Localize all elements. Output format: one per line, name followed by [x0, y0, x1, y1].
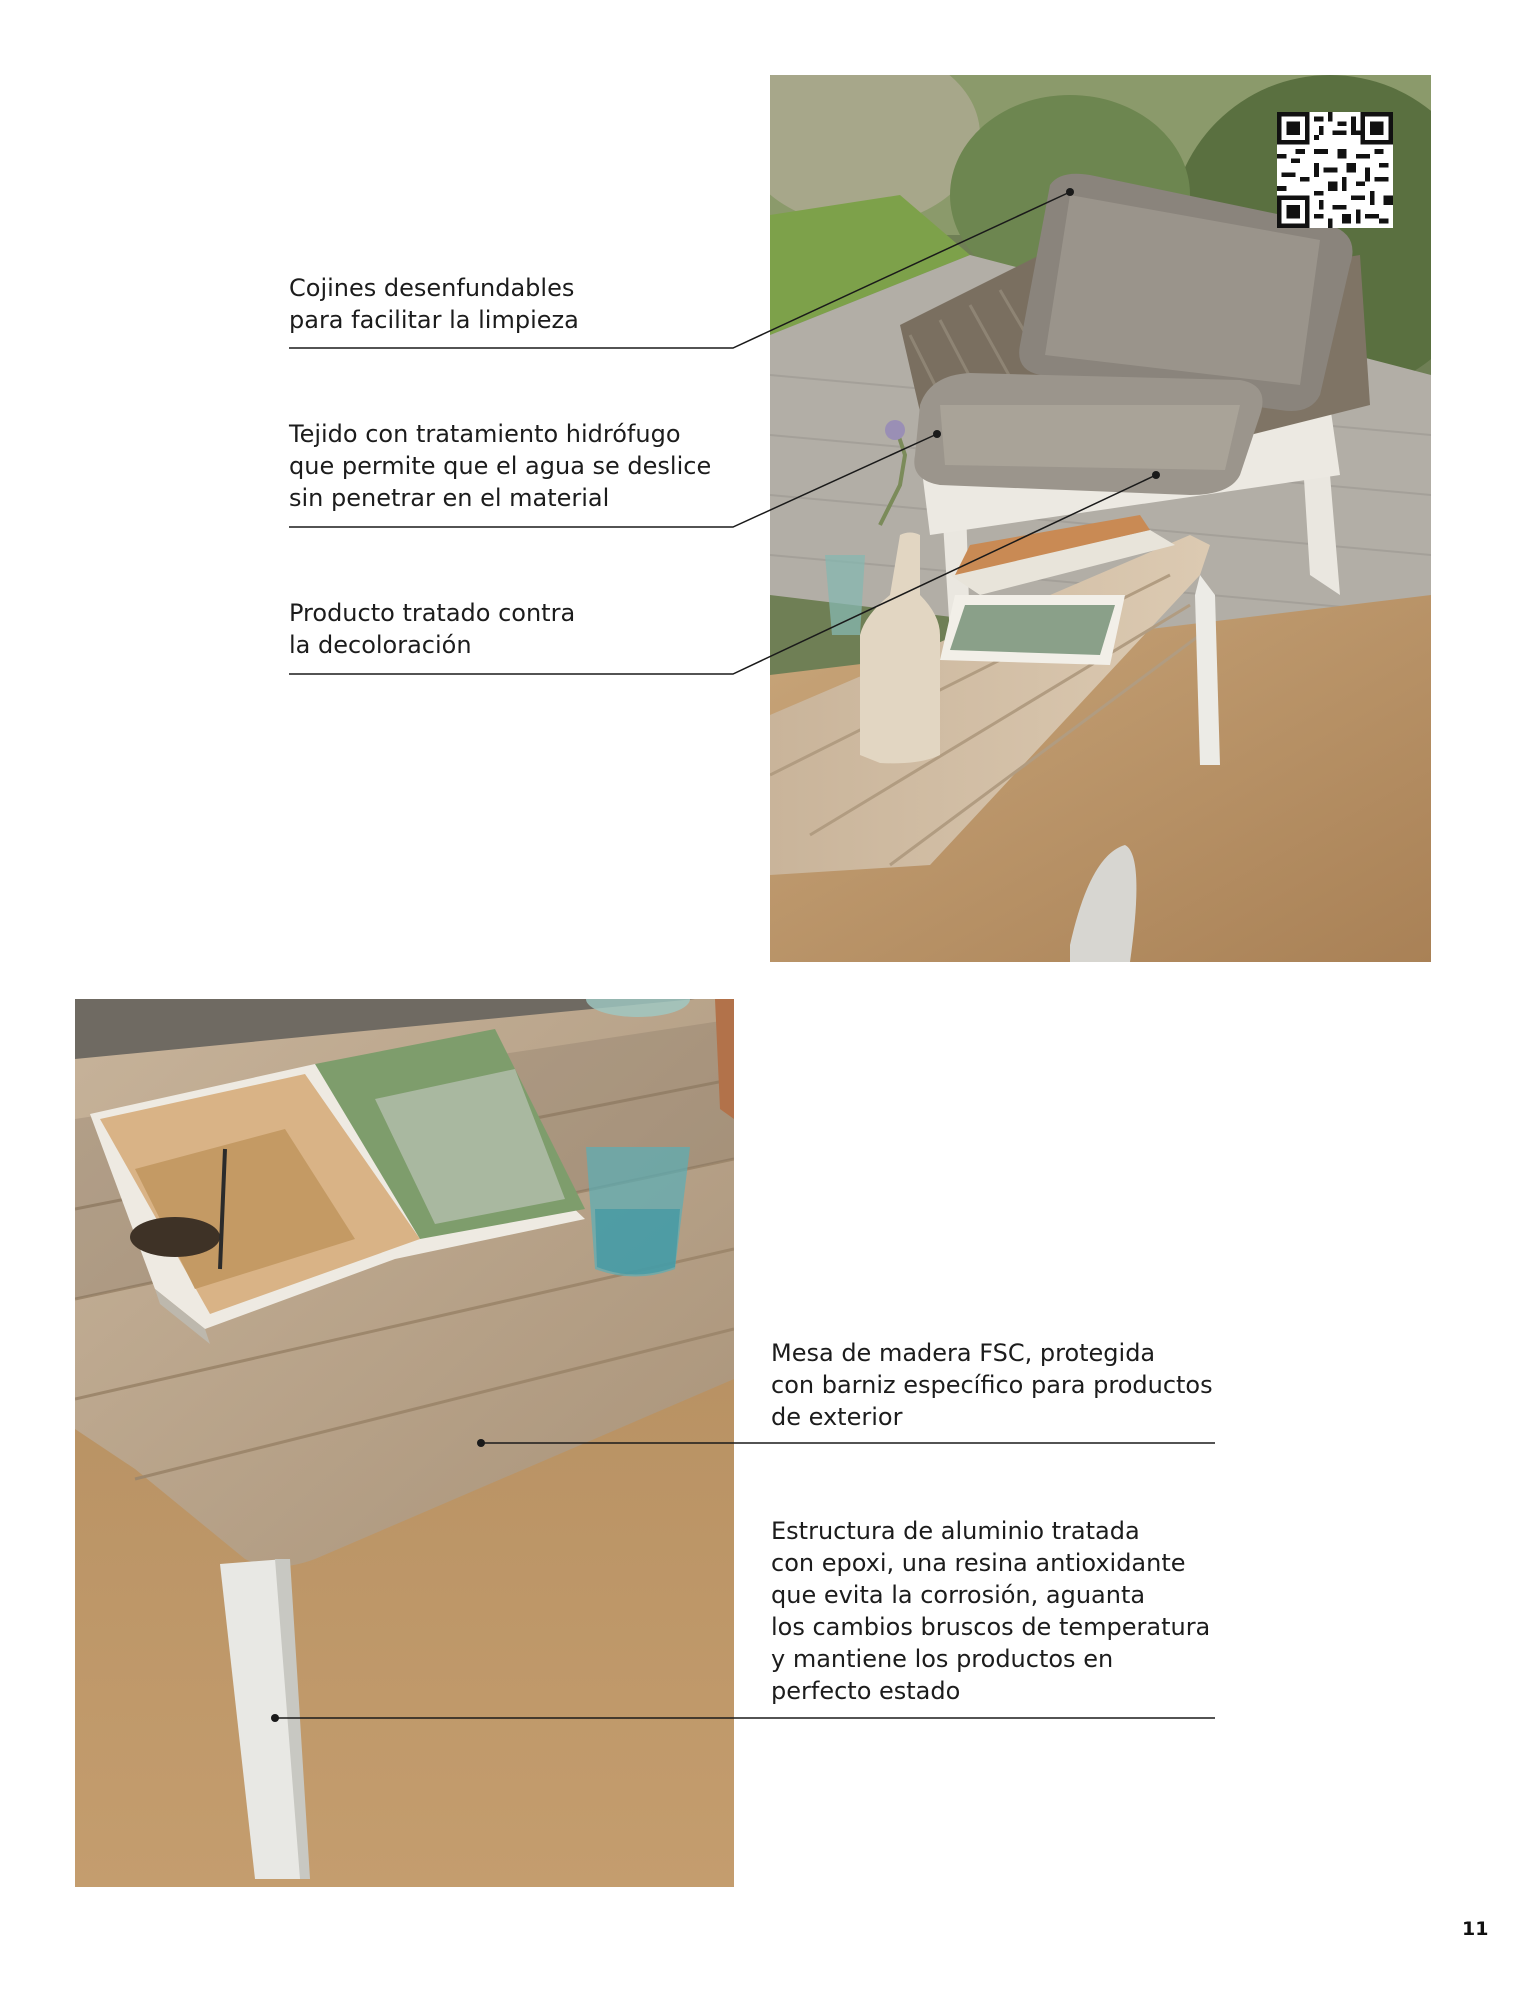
callout-line: perfecto estado: [771, 1677, 961, 1705]
callout-line: que permite que el agua se deslice: [289, 452, 712, 480]
callout-line: y mantiene los productos en: [771, 1645, 1114, 1673]
structure-callout: [771, 1515, 1210, 1707]
fabric-callout: [289, 418, 711, 514]
discoloration-callout: [289, 597, 575, 661]
callout-line: los cambios bruscos de temperatura: [771, 1613, 1211, 1641]
table-detail-photo: [75, 999, 734, 1887]
callout-line: Estructura de aluminio tratada: [771, 1517, 1140, 1545]
callout-line: con epoxi, una resina antioxidante: [771, 1549, 1186, 1577]
callout-line: de exterior: [771, 1403, 903, 1431]
callout-line: Cojines desenfundables: [289, 274, 575, 302]
callout-line: que evita la corrosión, aguanta: [771, 1581, 1146, 1609]
callout-line: la decoloración: [289, 631, 472, 659]
callout-line: Mesa de madera FSC, protegida: [771, 1339, 1156, 1367]
table-callout: [771, 1337, 1213, 1433]
callout-line: con barniz específico para productos: [771, 1371, 1213, 1399]
page-number: 11: [1462, 1918, 1489, 1940]
callout-line: para facilitar la limpieza: [289, 306, 579, 334]
callout-line: Producto tratado contra: [289, 599, 576, 627]
callout-line: Tejido con tratamiento hidrófugo: [289, 420, 681, 448]
cushions-callout: [289, 272, 579, 336]
callout-line: sin penetrar en el material: [289, 484, 610, 512]
qr-code[interactable]: [1277, 112, 1393, 228]
